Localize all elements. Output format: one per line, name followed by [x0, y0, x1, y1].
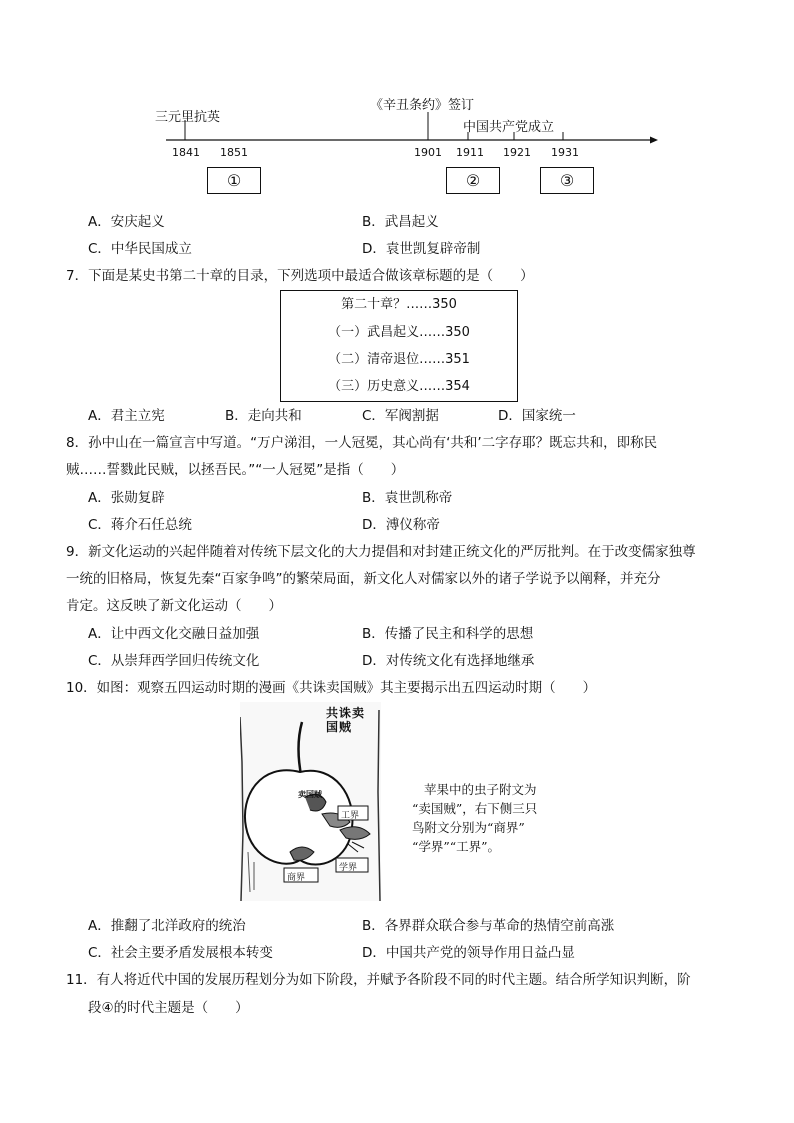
timeline-event-ccp: 中国共产党成立: [463, 120, 555, 135]
q10-stem: 10．如图：观察五四运动时期的漫画《共诛卖国贼》其主要揭示出五四运动时期（ ）: [66, 680, 597, 696]
cartoon-label-traitor: 卖国贼: [298, 790, 322, 799]
timeline-year-1921: 1921: [503, 146, 531, 159]
toc-item-2: （二）清帝退位……351: [328, 352, 470, 367]
cartoon-caption-line2: “卖国贼”，右下侧三只: [412, 801, 538, 816]
timeline-box-2: ②: [446, 167, 500, 194]
timeline-event-sanyuanli: 三元里抗英: [155, 110, 221, 125]
timeline-year-1851: 1851: [220, 146, 248, 159]
cartoon-title: 共诛卖国贼: [326, 706, 366, 734]
toc-item-1: （一）武昌起义……350: [328, 325, 470, 340]
q8-option-d[interactable]: D．溥仪称帝: [362, 517, 440, 533]
timeline-box-3: ③: [540, 167, 594, 194]
q9-option-d[interactable]: D．对传统文化有选择地继承: [362, 653, 535, 669]
q10-option-c[interactable]: C．社会主要矛盾发展根本转变: [88, 945, 273, 961]
q8-option-a[interactable]: A．张勋复辟: [88, 490, 165, 506]
toc-item-3: （三）历史意义……354: [328, 379, 470, 394]
q9-stem-line3: 肯定。这反映了新文化运动（ ）: [66, 598, 282, 614]
q7-option-c[interactable]: C．军阀割据: [362, 408, 439, 424]
timeline-year-1931: 1931: [551, 146, 579, 159]
q11-stem-line1: 11．有人将近代中国的发展历程划分为如下阶段，并赋予各阶段不同的时代主题。结合所学知识判断，阶: [66, 972, 691, 988]
q8-stem-line1: 8．孙中山在一篇宣言中写道。“万户涕泪，一人冠冕，其心尚有‘共和’二字存耶？既忘共和，即称民: [66, 435, 658, 451]
q7-option-b[interactable]: B．走向共和: [225, 408, 302, 424]
q10-option-b[interactable]: B．各界群众联合参与革命的热情空前高涨: [362, 918, 615, 934]
q7-option-a[interactable]: A．君主立宪: [88, 408, 165, 424]
q9-stem-line2: 一统的旧格局，恢复先秦“百家争鸣”的繁荣局面，新文化人对儒家以外的诸子学说予以阐释，并充分: [66, 571, 661, 587]
q6-option-c[interactable]: C．中华民国成立: [88, 241, 192, 257]
q9-option-a[interactable]: A．让中西文化交融日益加强: [88, 626, 260, 642]
q9-stem-line1: 9．新文化运动的兴起伴随着对传统下层文化的大力提倡和对封建正统文化的严厉批判。在于改变儒家独尊: [66, 544, 696, 560]
q7-option-d[interactable]: D．国家统一: [498, 408, 576, 424]
q8-option-c[interactable]: C．蒋介石任总统: [88, 517, 192, 533]
q6-option-d[interactable]: D．袁世凯复辟帝制: [362, 241, 481, 257]
q9-option-b[interactable]: B．传播了民主和科学的思想: [362, 626, 534, 642]
timeline-axis: [150, 98, 660, 148]
cartoon-caption-line4: “学界”“工界”。: [412, 839, 501, 854]
timeline-year-1901: 1901: [414, 146, 442, 159]
cartoon-image: [240, 702, 381, 901]
timeline-event-xinchou: 《辛丑条约》签订: [370, 98, 475, 113]
q10-option-a[interactable]: A．推翻了北洋政府的统治: [88, 918, 246, 934]
q11-stem-line2: 段④的时代主题是（ ）: [88, 1000, 249, 1016]
cartoon-caption-line1: 苹果中的虫子附文为: [424, 782, 537, 797]
q6-option-a[interactable]: A．安庆起义: [88, 214, 165, 230]
q9-option-c[interactable]: C．从崇拜西学回归传统文化: [88, 653, 260, 669]
q8-option-b[interactable]: B．袁世凯称帝: [362, 490, 453, 506]
q7-stem: 7．下面是某史书第二十章的目录，下列选项中最适合做该章标题的是（ ）: [66, 268, 534, 284]
q7-toc-box: [280, 290, 518, 402]
q8-stem-line2: 贼……誓戮此民贼，以拯吾民。”“一人冠冕”是指（ ）: [66, 462, 405, 478]
q6-option-b[interactable]: B．武昌起义: [362, 214, 439, 230]
timeline-box-1: ①: [207, 167, 261, 194]
cartoon-label-workers: 工界: [341, 811, 360, 821]
cartoon-label-students: 学界: [339, 863, 358, 873]
toc-chapter: 第二十章？……350: [341, 297, 457, 312]
timeline-year-1841: 1841: [172, 146, 200, 159]
cartoon-caption-line3: 鸟附文分别为“商界”: [412, 820, 525, 835]
cartoon-label-merchants: 商界: [287, 873, 306, 883]
timeline-year-1911: 1911: [456, 146, 484, 159]
q10-option-d[interactable]: D．中国共产党的领导作用日益凸显: [362, 945, 575, 961]
